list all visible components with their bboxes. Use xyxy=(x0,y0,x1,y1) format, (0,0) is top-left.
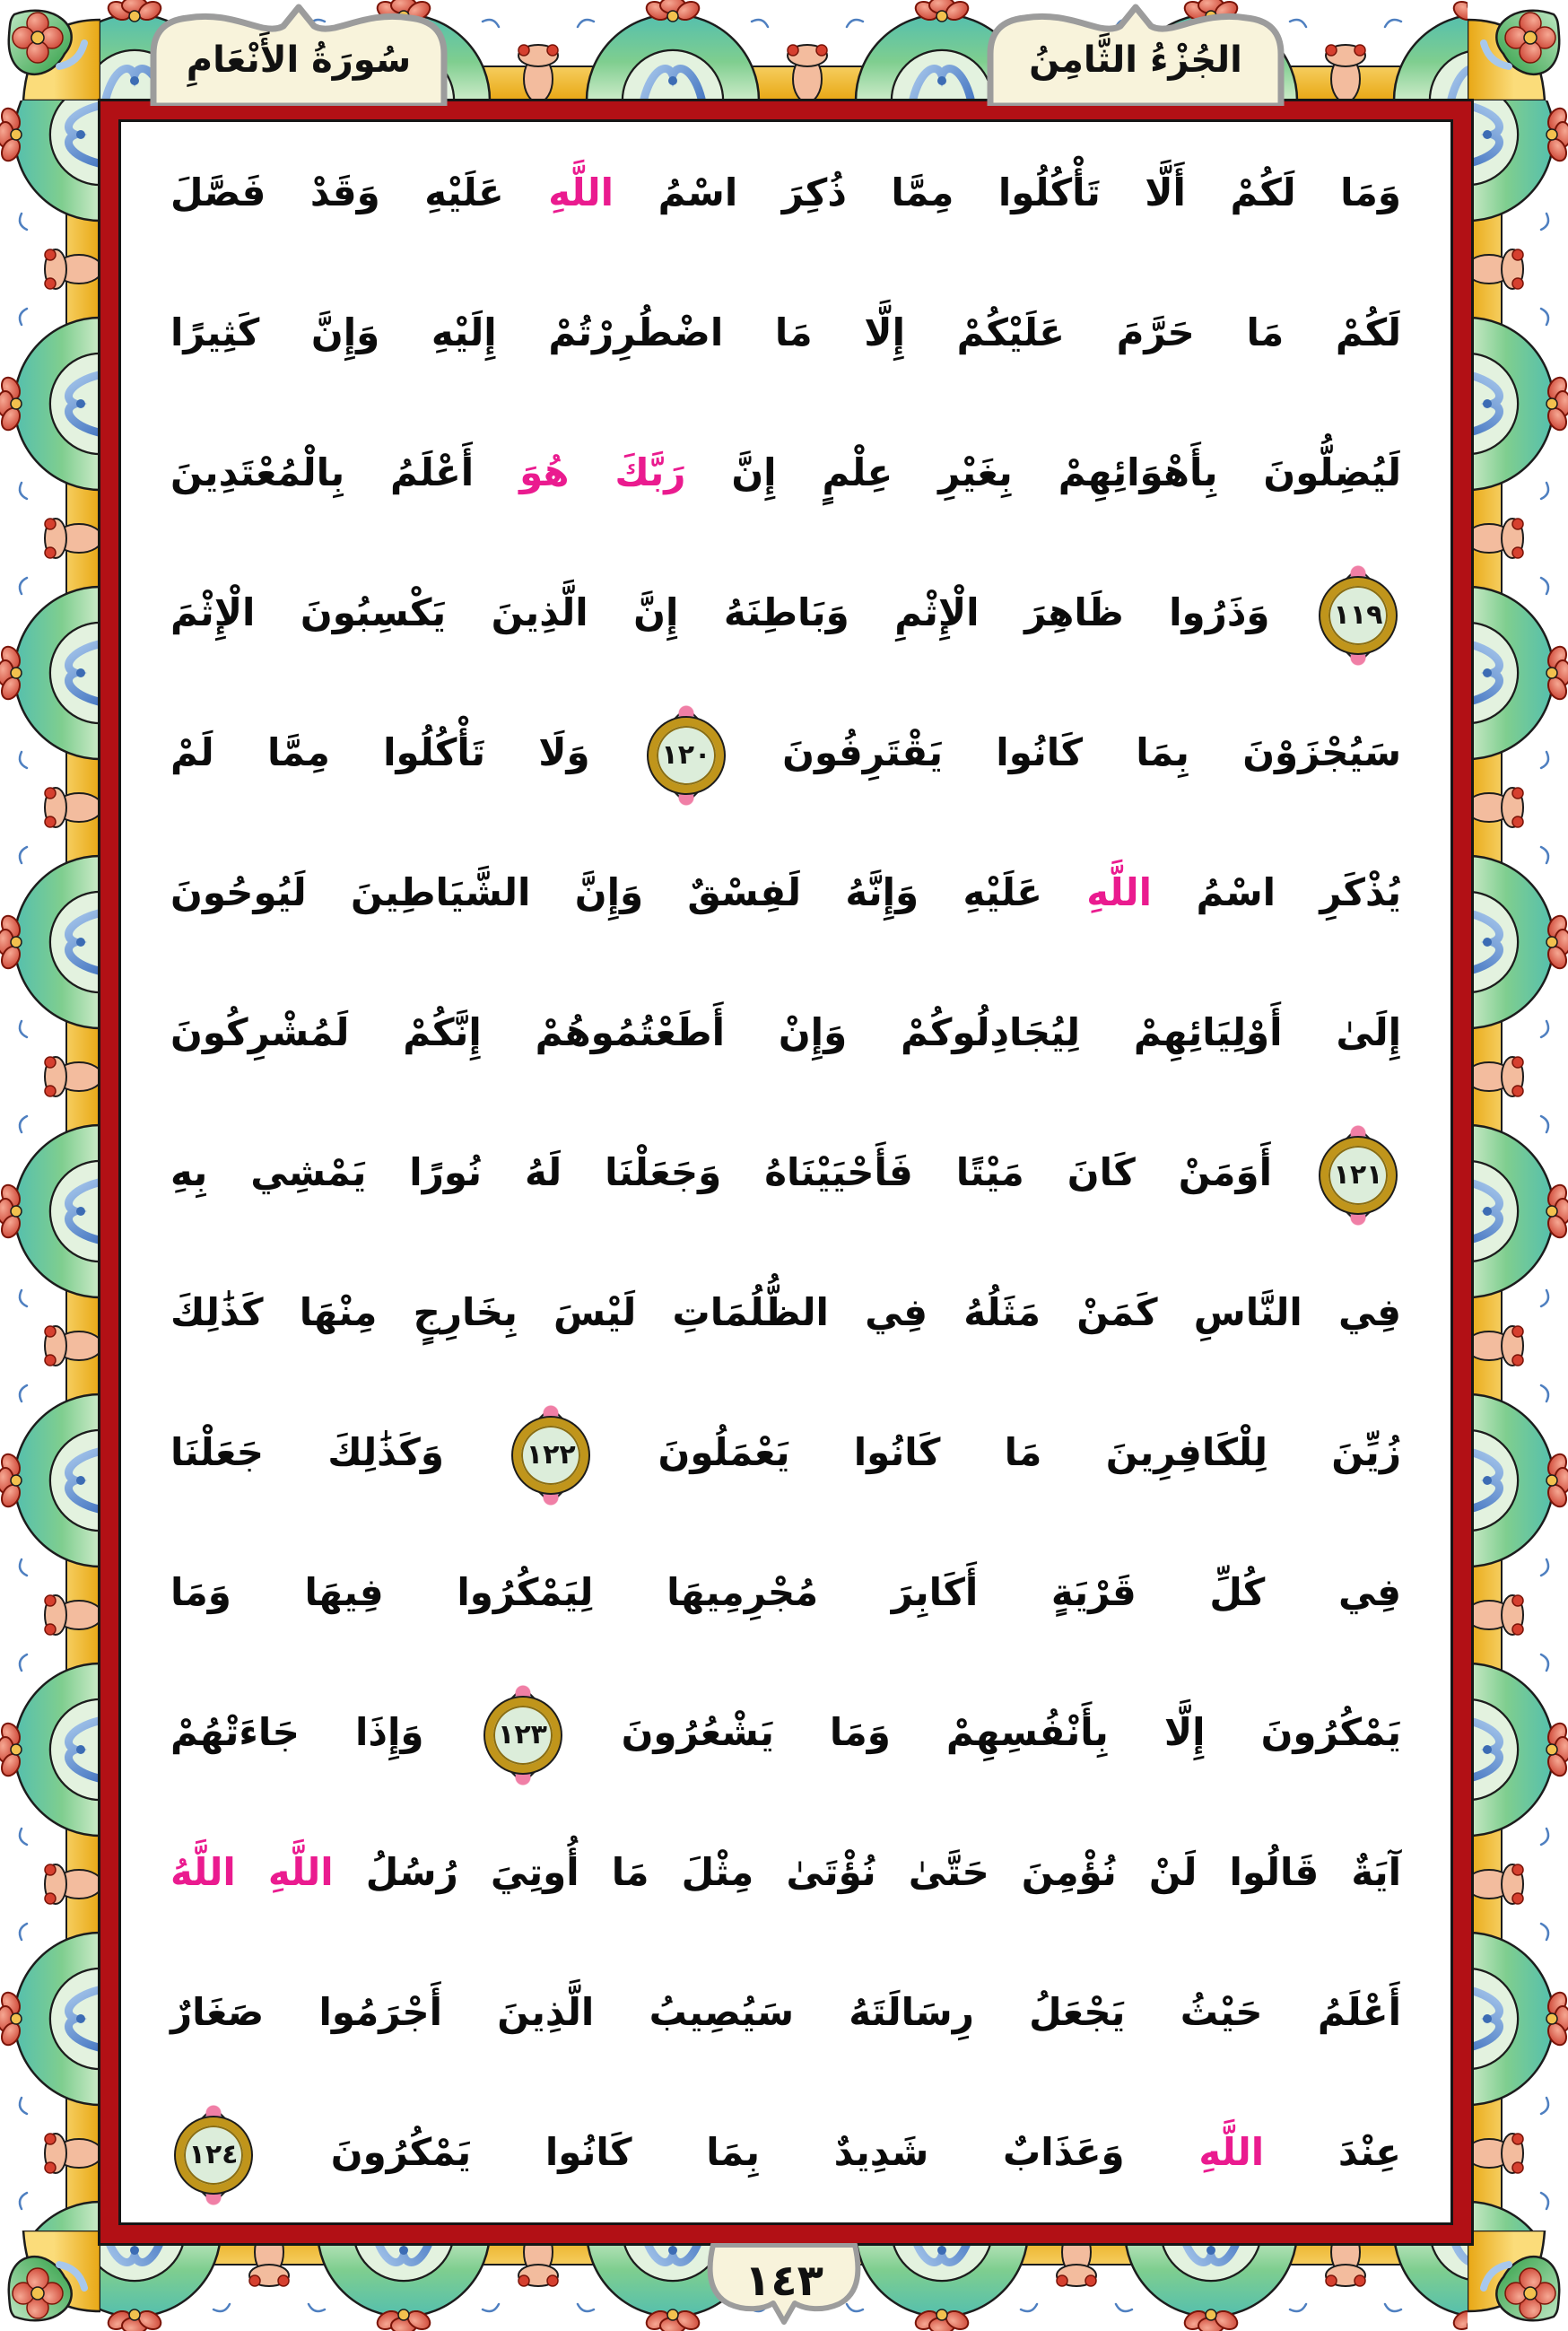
quran-text: وَلَا تَأْكُلُوا مِمَّا لَمْ xyxy=(170,730,590,774)
juz-title: الجُزْءُ الثَّامِنُ xyxy=(1029,39,1242,81)
page-number: ١٤٣ xyxy=(745,2256,823,2306)
quran-text: يَمْكُرُونَ إِلَّا بِأَنْفُسِهِمْ وَمَا يَشْعُرُونَ xyxy=(621,1710,1402,1754)
quran-text: إِلَىٰ أَوْلِيَائِهِمْ لِيُجَادِلُوكُمْ وَإِنْ أَطَعْتُمُوهُمْ إِنَّكُمْ لَمُشْرِكُونَ xyxy=(170,1010,1401,1054)
verse-number-medallion xyxy=(485,1698,561,1773)
quran-text: وَكَذَٰلِكَ جَعَلْنَا xyxy=(170,1430,444,1474)
surah-title: سُورَةُ الأَنْعَامِ xyxy=(186,39,412,81)
quran-text: عَلَيْهِ وَقَدْ فَصَّلَ xyxy=(170,170,504,214)
quran-text: لَيُضِلُّونَ بِأَهْوَائِهِمْ بِغَيْرِ عِلْمٍ إِنَّ xyxy=(731,450,1402,494)
verse-number-medallion xyxy=(176,2117,251,2193)
juz-title-cartouche xyxy=(983,4,1288,106)
quran-line xyxy=(170,1663,1401,1803)
divine-name-highlight: رَبَّكَ هُوَ xyxy=(519,450,686,494)
quran-text: فِي النَّاسِ كَمَنْ مَثَلُهُ فِي الظُّلُمَاتِ لَيْسَ بِخَارِجٍ مِنْهَا كَذَٰلِكَ xyxy=(170,1290,1401,1334)
verse-number-medallion xyxy=(1320,578,1396,653)
quran-text: وَذَرُوا ظَاهِرَ الْإِثْمِ وَبَاطِنَهُ إِنَّ الَّذِينَ يَكْسِبُونَ الْإِثْمَ xyxy=(170,590,1270,634)
quran-text: عِنْدَ xyxy=(1337,2130,1401,2174)
quran-text: أَعْلَمُ بِالْمُعْتَدِينَ xyxy=(170,450,475,494)
verse-number: ١٢٣ xyxy=(498,1719,547,1750)
quran-text: وَإِذَا جَاءَتْهُمْ xyxy=(170,1710,424,1754)
quran-text: زُيِّنَ لِلْكَافِرِينَ مَا كَانُوا يَعْمَلُونَ xyxy=(658,1430,1402,1474)
border-ornament-right xyxy=(1468,0,1568,2331)
quran-line xyxy=(170,1523,1401,1663)
page-number-cartouche xyxy=(706,2243,862,2331)
quran-line xyxy=(170,1942,1401,2082)
border-corner-flower-icon xyxy=(0,0,100,100)
quran-line xyxy=(170,1383,1401,1523)
verse-number: ١٢١ xyxy=(1333,1159,1383,1191)
divine-name-highlight: اللَّهِ xyxy=(1086,870,1153,914)
quran-line xyxy=(170,1243,1401,1383)
divine-name-highlight: اللَّهِ اللَّهُ xyxy=(170,1850,334,1894)
quran-line xyxy=(170,1103,1401,1243)
border-corner-flower-icon xyxy=(0,2231,100,2331)
quran-line xyxy=(170,543,1401,683)
quran-line xyxy=(170,683,1401,823)
verse-number-medallion xyxy=(1320,1138,1396,1213)
verse-number: ١١٩ xyxy=(1333,599,1383,631)
quran-line xyxy=(170,123,1401,263)
quran-text: لَكُمْ مَا حَرَّمَ عَلَيْكُمْ إِلَّا مَا اضْطُرِرْتُمْ إِلَيْهِ وَإِنَّ كَثِيرًا xyxy=(170,310,1401,354)
verse-number: ١٢٠ xyxy=(661,739,711,771)
quran-text: عَلَيْهِ وَإِنَّهُ لَفِسْقٌ وَإِنَّ الشَّيَاطِينَ لَيُوحُونَ xyxy=(170,870,1042,914)
quran-text: وَعَذَابٌ شَدِيدٌ بِمَا كَانُوا يَمْكُرُونَ xyxy=(330,2130,1125,2174)
quran-line xyxy=(170,263,1401,403)
quran-line xyxy=(170,1803,1401,1942)
verse-number-medallion xyxy=(649,718,724,793)
border-ornament-left xyxy=(0,0,100,2331)
verse-number: ١٢٤ xyxy=(188,2139,239,2170)
quran-text: يُذْكَرِ اسْمُ xyxy=(1196,870,1402,914)
verse-number-medallion xyxy=(513,1418,588,1493)
quran-text: سَيُجْزَوْنَ بِمَا كَانُوا يَقْتَرِفُونَ xyxy=(782,730,1401,774)
quran-line xyxy=(170,823,1401,963)
border-corner-flower-icon xyxy=(1468,2231,1568,2331)
quran-text: وَمَا لَكُمْ أَلَّا تَأْكُلُوا مِمَّا ذُكِرَ اسْمُ xyxy=(658,170,1401,214)
divine-name-highlight: اللَّهِ xyxy=(1198,2130,1265,2174)
quran-text: آيَةٌ قَالُوا لَنْ نُؤْمِنَ حَتَّىٰ نُؤْتَىٰ مِثْلَ مَا أُوتِيَ رُسُلُ xyxy=(365,1850,1401,1894)
verse-number: ١٢٢ xyxy=(526,1439,576,1471)
quran-line xyxy=(170,403,1401,543)
quran-line xyxy=(170,963,1401,1103)
divine-name-highlight: اللَّهِ xyxy=(548,170,614,214)
surah-title-cartouche xyxy=(146,4,451,106)
quran-line xyxy=(170,2082,1401,2222)
border-corner-flower-icon xyxy=(1468,0,1568,100)
quran-lines xyxy=(120,123,1451,2222)
quran-text: فِي كُلِّ قَرْيَةٍ أَكَابِرَ مُجْرِمِيهَا لِيَمْكُرُوا فِيهَا وَمَا xyxy=(170,1570,1401,1614)
quran-text: أَعْلَمُ حَيْثُ يَجْعَلُ رِسَالَتَهُ سَيُصِيبُ الَّذِينَ أَجْرَمُوا صَغَارٌ xyxy=(170,1990,1401,2034)
quran-text: أَوَمَنْ كَانَ مَيْتًا فَأَحْيَيْنَاهُ وَجَعَلْنَا لَهُ نُورًا يَمْشِي بِهِ xyxy=(170,1150,1273,1194)
